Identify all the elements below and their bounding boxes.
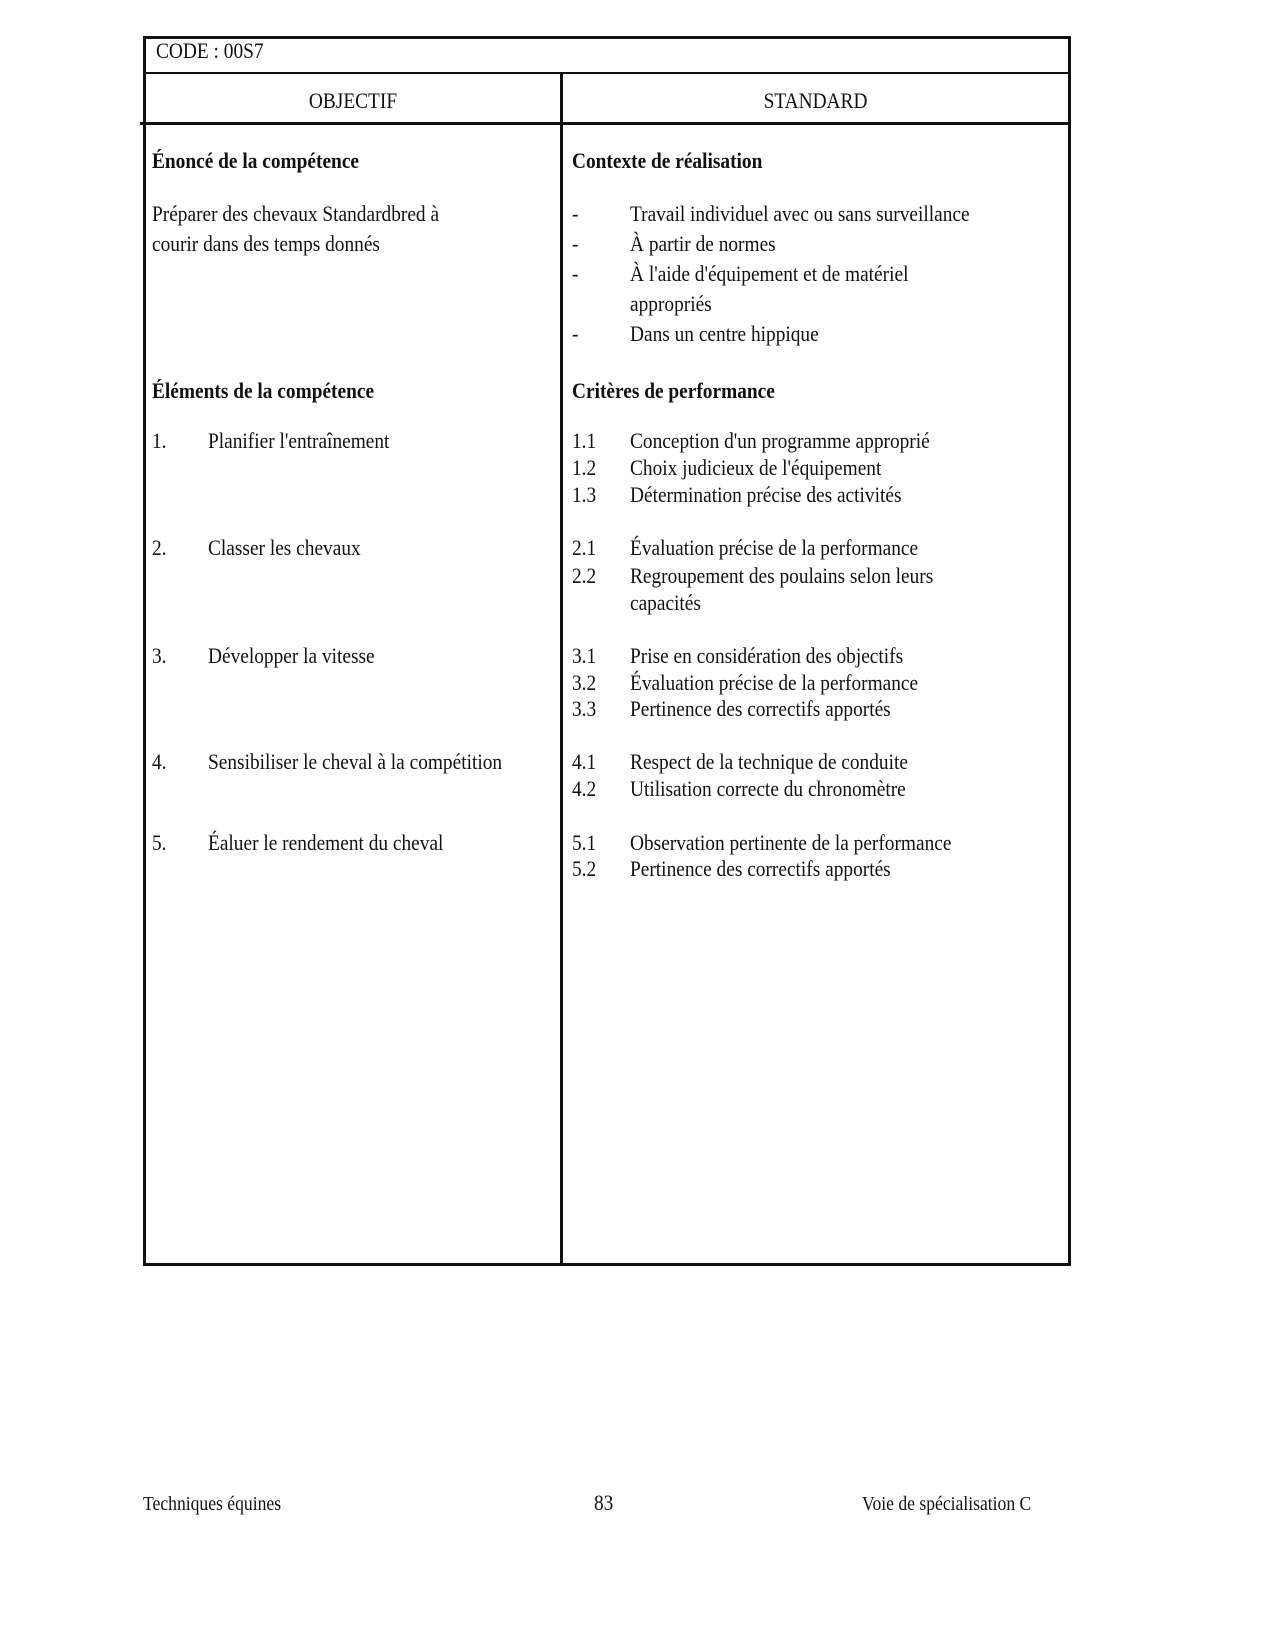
element-text: Sensibiliser le cheval à la compétition xyxy=(208,749,503,774)
critere-text: Respect de la technique de conduite xyxy=(630,749,908,774)
element-number: 2. xyxy=(152,535,167,560)
critere-number: 3.3 xyxy=(572,696,597,721)
element-text: Classer les chevaux xyxy=(208,535,361,560)
critere-number: 3.2 xyxy=(572,670,597,695)
contexte-text-continued: appropriés xyxy=(630,291,712,316)
critere-number: 5.1 xyxy=(572,830,597,855)
criteres-heading: Critères de performance xyxy=(572,378,775,403)
critere-number: 4.1 xyxy=(572,749,597,774)
table-border-top xyxy=(143,36,1071,39)
element-text: Planifier l'entraînement xyxy=(208,428,390,453)
critere-text: Choix judicieux de l'équipement xyxy=(630,455,882,480)
code-label: CODE : 00S7 xyxy=(156,38,264,63)
critere-number: 1.2 xyxy=(572,455,597,480)
contexte-text: À l'aide d'équipement et de matériel xyxy=(630,261,909,286)
element-text: Éaluer le rendement du cheval xyxy=(208,830,444,855)
critere-text: Pertinence des correctifs apportés xyxy=(630,856,891,881)
contexte-heading: Contexte de réalisation xyxy=(572,148,763,173)
critere-text: Pertinence des correctifs apportés xyxy=(630,696,891,721)
page-number: 83 xyxy=(594,1490,614,1515)
contexte-text: Travail individuel avec ou sans surveillance xyxy=(630,201,970,226)
critere-number: 1.3 xyxy=(572,482,597,507)
elements-heading: Éléments de la compétence xyxy=(152,378,375,403)
contexte-bullet: - xyxy=(572,201,579,226)
critere-number: 3.1 xyxy=(572,643,597,668)
column-divider xyxy=(560,72,563,1266)
contexte-bullet: - xyxy=(572,231,579,256)
critere-text: Prise en considération des objectifs xyxy=(630,643,904,668)
table-border-right xyxy=(1068,36,1071,1266)
critere-text: Détermination précise des activités xyxy=(630,482,902,507)
critere-number: 5.2 xyxy=(572,856,597,881)
contexte-text: Dans un centre hippique xyxy=(630,321,819,346)
code-row-divider xyxy=(143,72,1071,74)
enonce-line: Préparer des chevaux Standardbred à xyxy=(152,201,440,226)
critere-text: Évaluation précise de la performance xyxy=(630,535,919,560)
enonce-line: courir dans des temps donnés xyxy=(152,231,380,256)
footer-left: Techniques équines xyxy=(143,1493,282,1515)
column-header-objectif: OBJECTIF xyxy=(308,88,398,113)
critere-text: Évaluation précise de la performance xyxy=(630,670,919,695)
element-text: Développer la vitesse xyxy=(208,643,375,668)
column-header-standard: STANDARD xyxy=(763,88,868,113)
critere-text: Regroupement des poulains selon leurs xyxy=(630,563,934,588)
table-border-bottom xyxy=(143,1263,1071,1266)
table-border-left xyxy=(143,36,146,1266)
critere-text: Observation pertinente de la performance xyxy=(630,830,952,855)
critere-number: 2.1 xyxy=(572,535,597,560)
critere-text-continued: capacités xyxy=(630,590,701,615)
element-number: 4. xyxy=(152,749,167,774)
critere-number: 1.1 xyxy=(572,428,597,453)
element-number: 1. xyxy=(152,428,167,453)
contexte-text: À partir de normes xyxy=(630,231,776,256)
enonce-heading: Énoncé de la compétence xyxy=(152,148,360,173)
element-number: 5. xyxy=(152,830,167,855)
footer-right: Voie de spécialisation C xyxy=(862,1493,1032,1515)
element-number: 3. xyxy=(152,643,167,668)
critere-text: Utilisation correcte du chronomètre xyxy=(630,776,906,801)
critere-text: Conception d'un programme approprié xyxy=(630,428,930,453)
critere-number: 2.2 xyxy=(572,563,597,588)
contexte-bullet: - xyxy=(572,261,579,286)
critere-number: 4.2 xyxy=(572,776,597,801)
contexte-bullet: - xyxy=(572,321,579,346)
header-row-divider xyxy=(140,122,1071,125)
